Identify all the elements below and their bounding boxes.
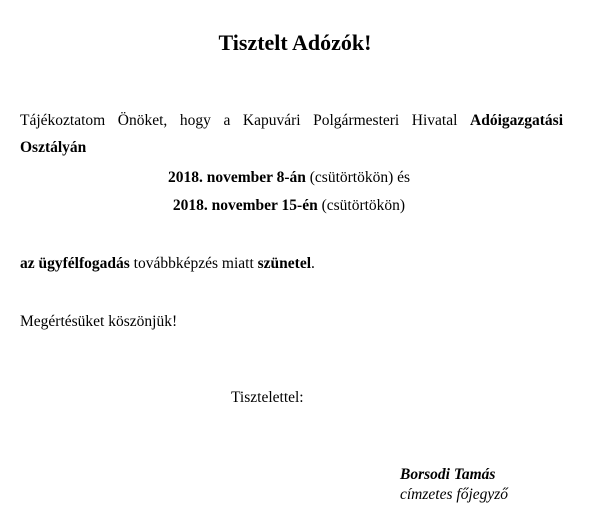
- signature-name: Borsodi Tamás: [400, 466, 496, 483]
- intro-paragraph: [20, 107, 563, 161]
- signature-title: címzetes főjegyző: [400, 486, 509, 503]
- date-line-2: [0, 197, 578, 215]
- greeting: Tisztelettel:: [231, 389, 304, 406]
- date-line-1: [0, 169, 578, 187]
- intro-office: Adóigazgatási Osztályán: [20, 112, 563, 156]
- date-1: 2018. november 8-án: [167, 169, 306, 186]
- date-1-note: (csütörtökön) és: [305, 169, 411, 186]
- closure-verb: szünetel: [257, 255, 312, 272]
- closure-subject: az ügyfélfogadás: [20, 255, 130, 272]
- date-2: 2018. november 15-én: [172, 197, 318, 214]
- closure-reason: továbbképzés miatt: [129, 255, 258, 272]
- date-2-note: (csütörtökön): [317, 197, 406, 214]
- thanks-line: Megértésüket köszönjük!: [20, 313, 178, 330]
- intro-text: Tájékoztatom Önöket, hogy a Kapuvári Polgármesteri Hivatal: [20, 112, 470, 129]
- closure-statement: [20, 255, 315, 273]
- closure-period: .: [311, 255, 315, 272]
- document-title: Tisztelt Adózók!: [218, 30, 372, 55]
